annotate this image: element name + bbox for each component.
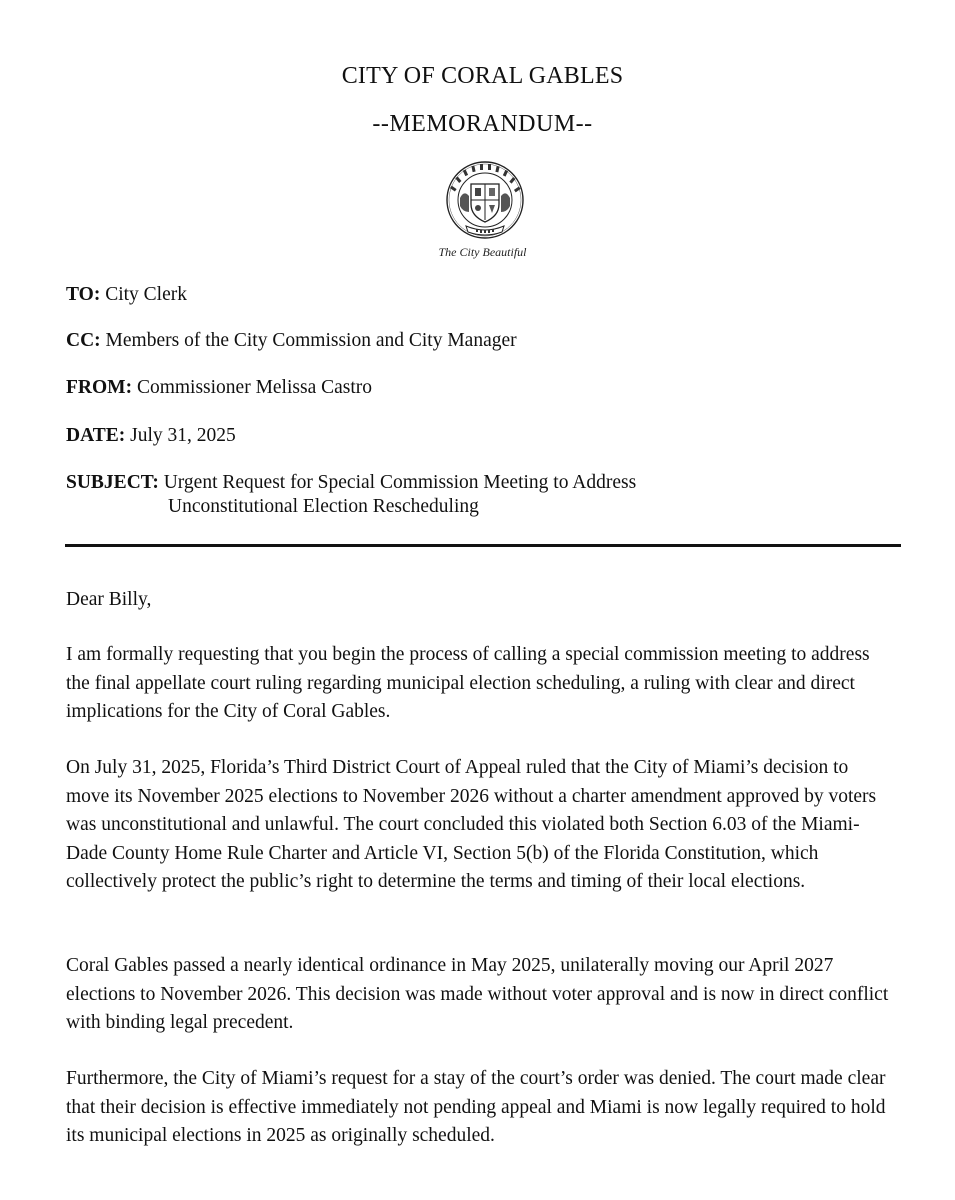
subject-line-1: Urgent Request for Special Commission Meeting to Address <box>163 472 637 493</box>
date-label: DATE: <box>66 425 126 446</box>
memo-date <box>66 424 236 448</box>
body-paragraph-1: I am formally requesting that you begin the process of calling a special commission meeting to address the final appellate court ruling regarding municipal election scheduling, a ruling with clear and direct implications for the City of Coral Gables. <box>66 644 870 723</box>
subject-line-2: Unconstitutional Election Rescheduling <box>168 496 479 517</box>
header-divider <box>65 544 901 547</box>
subject-label: SUBJECT: <box>66 472 159 493</box>
memo-cc <box>66 329 517 353</box>
body-paragraph-4: Furthermore, the City of Miami’s request for a stay of the court’s order was denied. The court made clear that their decision is effective immediately not pending appeal and Miami is now legally required to hold its municipal elections in 2025 as originally scheduled. <box>66 1068 886 1147</box>
to-label: TO: <box>66 284 101 305</box>
from-label: FROM: <box>66 377 133 398</box>
from-value: Commissioner Melissa Castro <box>136 377 373 398</box>
body-paragraph-3: Coral Gables passed a nearly identical ordinance in May 2025, unilaterally moving our April 2027 elections to November 2026. This decision was made without voter approval and is now in direct conflict with binding legal precedent. <box>66 955 889 1034</box>
cc-value: Members of the City Commission and City Manager <box>105 330 517 351</box>
city-seal-icon <box>438 160 532 244</box>
cc-label: CC: <box>66 330 101 351</box>
document-title: CITY OF CORAL GABLES <box>341 63 624 89</box>
memo-subject <box>66 471 636 495</box>
document-subtitle: --MEMORANDUM-- <box>372 111 593 137</box>
memo-to <box>66 283 187 307</box>
memo-from <box>66 376 372 400</box>
body-paragraph-2: On July 31, 2025, Florida’s Third District Court of Appeal ruled that the City of Miami’s decision to move its November 2025 elections to November 2026 without a charter amendment approved by voters was unconstitutional and unlawful. The court concluded this violated both Section 6.03 of the Miami-Dade County Home Rule Charter and Article VI, Section 5(b) of the Florida Constitution, which collectively protect the public’s right to determine the terms and timing of their local elections. <box>66 757 877 893</box>
salutation: Dear Billy, <box>66 589 152 610</box>
date-value: July 31, 2025 <box>130 425 236 446</box>
to-value: City Clerk <box>105 284 187 305</box>
city-tagline: The City Beautiful <box>438 245 527 259</box>
